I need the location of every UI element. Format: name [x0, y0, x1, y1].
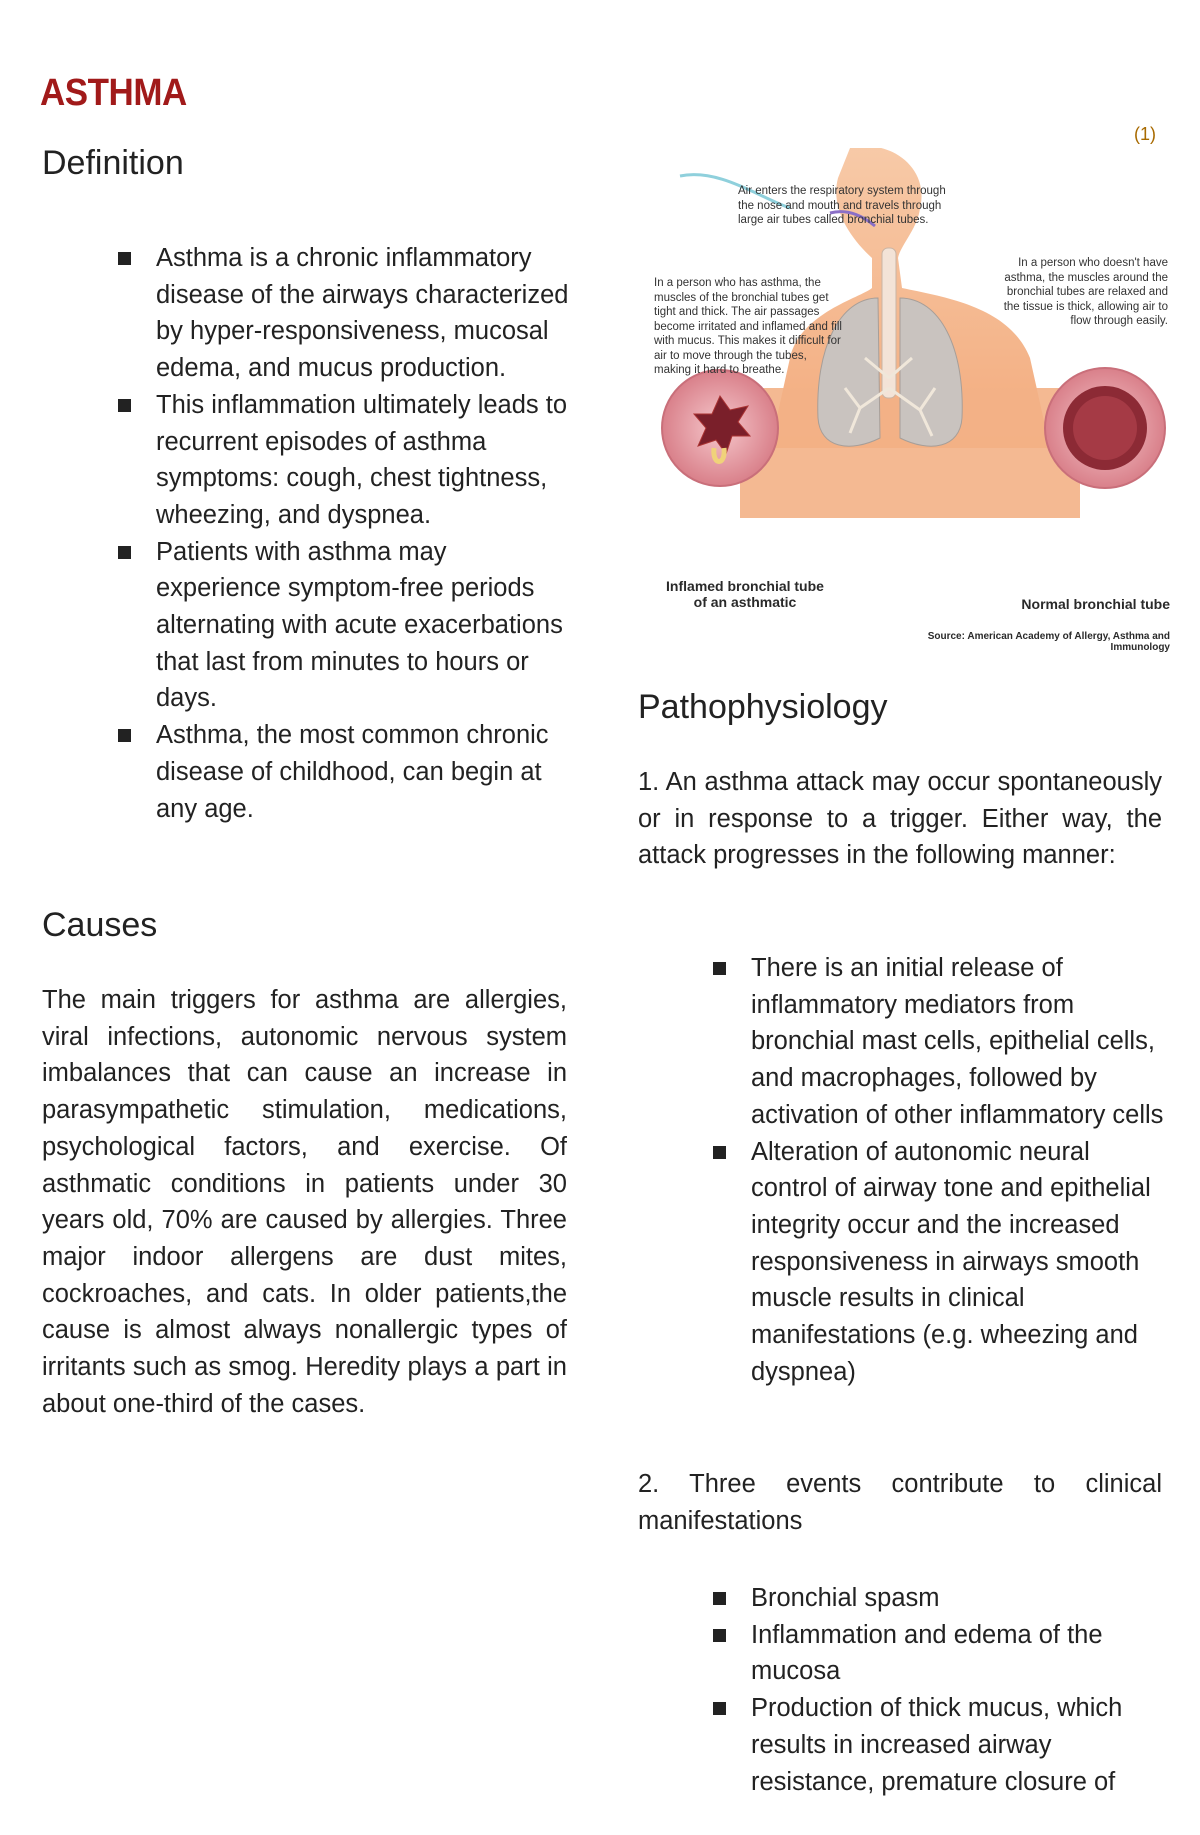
causes-paragraph: The main triggers for asthma are allergies, viral infections, autonomic nervous system imbalances that can cause an increase in parasympathetic stimulation, medications, psychological factors, and exercise. Of asthmatic conditions in patients under 30 years old, 70% are caused by allergies. Three major indoor allergens are dust mites, cockroaches, and cats. In older patients,the cause is almost always nonallergic types of irritants such as smog. Heredity plays a part in about one-third of the cases. [42, 986, 567, 1418]
figure-source: Source: American Academy of Allergy, Asthma and Immunology [927, 631, 1170, 653]
definition-list [118, 240, 570, 827]
list-item: Inflammation and edema of the mucosa [713, 1617, 1165, 1690]
figure-number: (1) [1134, 124, 1156, 144]
square-bullet-icon [118, 399, 131, 412]
square-bullet-icon [713, 1629, 726, 1642]
annotation-air-entry: Air enters the respiratory system through the nose and mouth and travels through large air tubes called bronchial tubes. [738, 185, 946, 226]
list-item: There is an initial release of inflammatory mediators from bronchial mast cells, epithelial cells, and macrophages, followed by activation of other inflammatory cells [713, 950, 1165, 1134]
label-inflamed-tube: Inflamed bronchial tube of an asthmatic [666, 578, 824, 610]
document-title: ASTHMA [40, 72, 187, 114]
list-item: Alteration of autonomic neural control of airway tone and epithelial integrity occur and the increased responsiveness in airways smooth muscle results in clinical manifestations (e.g. wheezing and dyspnea) [713, 1134, 1165, 1391]
square-bullet-icon [713, 1702, 726, 1715]
square-bullet-icon [118, 729, 131, 742]
annotation-normal-airway: In a person who doesn't have asthma, the muscles around the bronchial tubes are relaxed and the tissue is thick, allowing air to flow through easily. [1003, 257, 1168, 327]
annotation-asthma-airway: In a person who has asthma, the muscles of the bronchial tubes get tight and thick. The air passages become irritated and inflamed and fill with mucus. This makes it difficult for air to move through the tubes, making it hard to breathe. [654, 277, 842, 376]
list-item: Production of thick mucus, which results in increased airway resistance, premature closure of [713, 1690, 1165, 1800]
list-item: Asthma, the most common chronic disease of childhood, can begin at any age. [118, 717, 570, 827]
square-bullet-icon [713, 1146, 726, 1159]
definition-heading: Definition [42, 144, 184, 182]
list-item: Bronchial spasm [713, 1580, 1165, 1617]
pathophysiology-heading: Pathophysiology [638, 688, 888, 726]
causes-heading: Causes [42, 906, 158, 944]
list-item: This inflammation ultimately leads to recurrent episodes of asthma symptoms: cough, chest tightness, wheezing, and dyspnea. [118, 387, 570, 534]
asthma-airway-illustration [650, 148, 1170, 653]
square-bullet-icon [118, 546, 131, 559]
list-item: Patients with asthma may experience symptom-free periods alternating with acute exacerbations that last from minutes to hours or days. [118, 534, 570, 718]
pathophysiology-list-2 [713, 1580, 1165, 1800]
square-bullet-icon [118, 252, 131, 265]
pathophysiology-point-1: 1. An asthma attack may occur spontaneously or in response to a trigger. Either way, the attack progresses in the following manner: [638, 768, 1162, 870]
list-item: Asthma is a chronic inflammatory disease of the airways characterized by hyper-responsiveness, mucosal edema, and mucus production. [118, 240, 570, 387]
pathophysiology-point-2: 2. Three events contribute to clinical manifestations [638, 1470, 1162, 1535]
square-bullet-icon [713, 962, 726, 975]
pathophysiology-list-1 [713, 950, 1165, 1390]
label-normal-tube: Normal bronchial tube [1021, 596, 1170, 612]
square-bullet-icon [713, 1592, 726, 1605]
